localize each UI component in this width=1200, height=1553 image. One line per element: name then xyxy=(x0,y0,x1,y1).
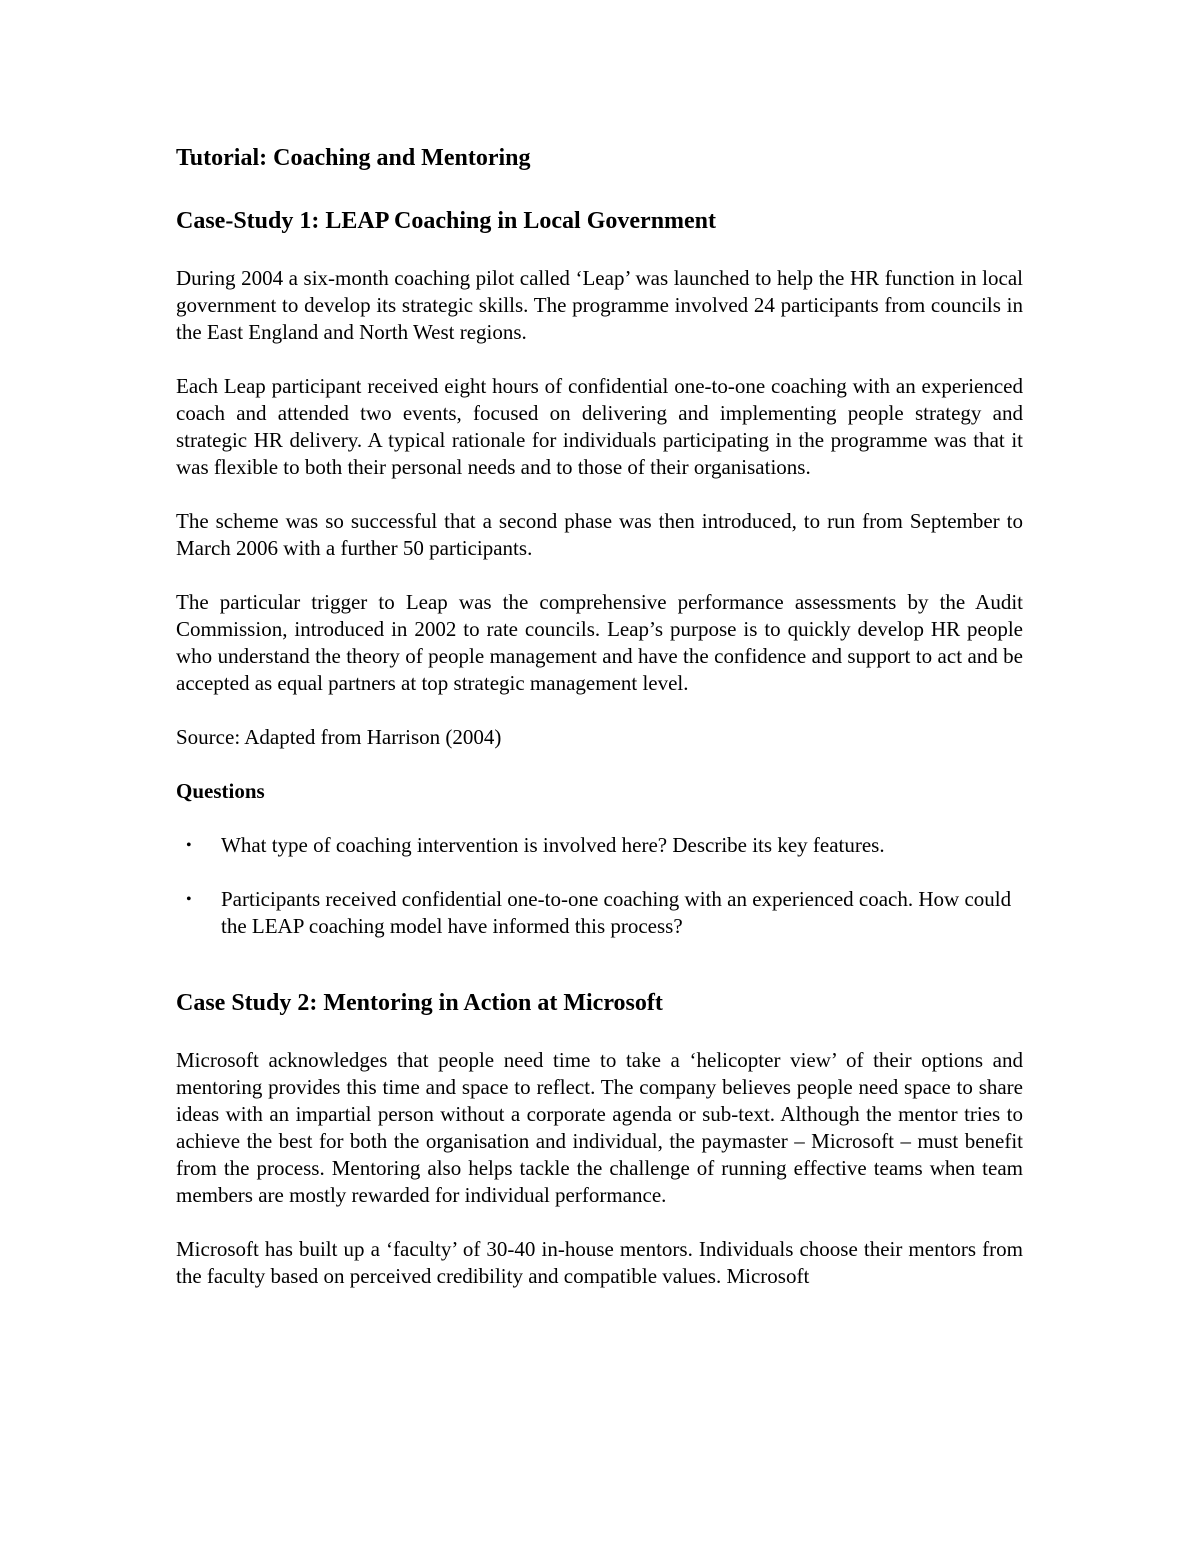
case-study-1-paragraph: Each Leap participant received eight hours of confidential one-to-one coaching with an experienced coach and attended two events, focused on delivering and implementing people strategy and strategic HR delivery. A typical rationale for individuals participating in the programme was that it was flexible to both their personal needs and to those of their organisations. xyxy=(176,374,1023,479)
case-study-1-paragraph: The scheme was so successful that a second phase was then introduced, to run from September to March 2006 with a further 50 participants. xyxy=(176,509,1023,560)
document-title: Tutorial: Coaching and Mentoring xyxy=(176,145,531,171)
questions-list xyxy=(176,832,1023,940)
question-item xyxy=(176,832,1023,859)
questions-heading: Questions xyxy=(176,779,265,803)
bullet-icon: • xyxy=(186,837,192,854)
case-study-1-heading: Case-Study 1: LEAP Coaching in Local Government xyxy=(176,208,717,234)
case-study-2-paragraph: Microsoft acknowledges that people need time to take a ‘helicopter view’ of their options and mentoring provides this time and space to reflect. The company believes people need space to share ideas with an impartial person without a corporate agenda or sub-text. Although the mentor tries to achieve the best for both the organisation and individual, the paymaster – Microsoft – must benefit from the process. Mentoring also helps tackle the challenge of running effective teams when team members are mostly rewarded for individual performance. xyxy=(176,1048,1023,1207)
source-citation: Source: Adapted from Harrison (2004) xyxy=(176,725,502,749)
case-study-2-paragraph: Microsoft has built up a ‘faculty’ of 30-40 in-house mentors. Individuals choose their mentors from the faculty based on perceived credibility and compatible values. Microsoft xyxy=(176,1237,1023,1288)
bullet-icon: • xyxy=(186,891,192,908)
case-study-1-paragraph: The particular trigger to Leap was the comprehensive performance assessments by the Audit Commission, introduced in 2002 to rate councils. Leap’s purpose is to quickly develop HR people who understand the theory of people management and have the confidence and support to act and be accepted as equal partners at top strategic management level. xyxy=(176,590,1023,695)
case-study-1-paragraph: During 2004 a six-month coaching pilot called ‘Leap’ was launched to help the HR function in local government to develop its strategic skills. The programme involved 24 participants from councils in the East England and North West regions. xyxy=(176,266,1023,344)
case-study-2-heading: Case Study 2: Mentoring in Action at Microsoft xyxy=(176,990,663,1016)
question-text: What type of coaching intervention is involved here? Describe its key features. xyxy=(221,833,885,857)
document-page xyxy=(176,142,1023,1290)
question-text: Participants received confidential one-to-one coaching with an experienced coach. How could the LEAP coaching model have informed this process? xyxy=(221,887,1012,938)
question-item xyxy=(176,886,1023,940)
